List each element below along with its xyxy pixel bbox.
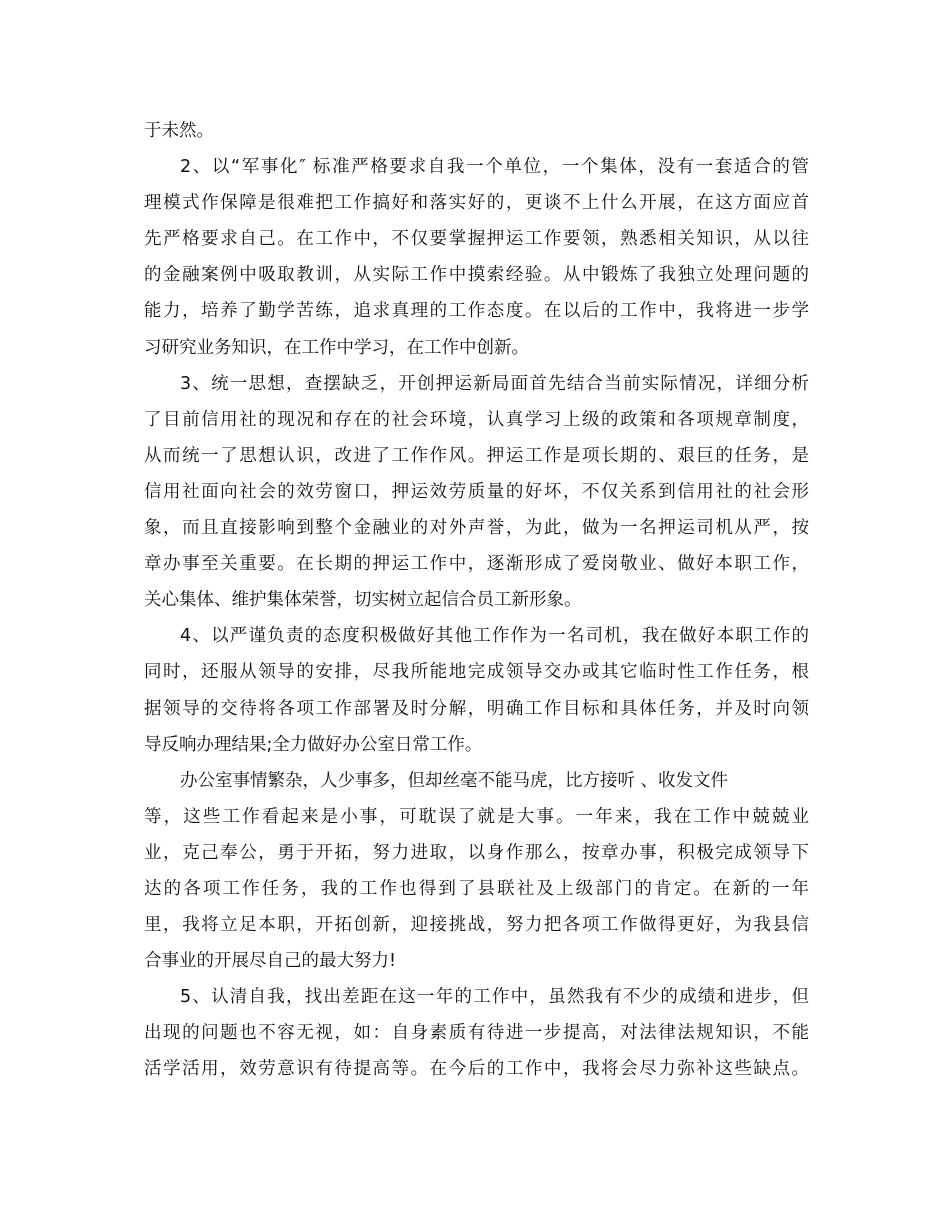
text-line-19: 办公室事情繁杂，人少事多，但却丝毫不能马虎，比方接听 、收发文件	[180, 770, 729, 791]
text-line-10: 从而统一了思想认识，改进了工作作风。押运工作是项长期的、艰巨的任务，是	[144, 445, 809, 466]
text-line-18: 导反响办理结果;全力做好办公室日常工作。	[144, 734, 483, 755]
text-line-9: 了目前信用社的现况和存在的社会环境，认真学习上级的政策和各项规章制度，	[144, 409, 809, 430]
text-line-7: 习研究业务知识，在工作中学习，在工作中创新。	[144, 337, 529, 358]
text-line-24: 合事业的开展尽自己的最大努力!	[144, 951, 397, 972]
text-line-11: 信用社面向社会的效劳窗口，押运效劳质量的好坏，不仅关系到信用社的社会形	[144, 481, 809, 502]
text-line-21: 业，克己奉公，勇于开拓，努力进取，以身作那么，按章办事，积极完成领导下	[144, 842, 809, 863]
text-line-6: 能力，培养了勤学苦练，追求真理的工作态度。在以后的工作中，我将进一步学	[144, 301, 809, 322]
document-body	[144, 113, 809, 1088]
text-line-14: 关心集体、维护集体荣誉，切实树立起信合员工新形象。	[144, 590, 582, 611]
text-line-16: 同时，还服从领导的安排，尽我所能地完成领导交办或其它临时性工作任务，根	[144, 662, 809, 683]
text-line-17: 据领导的交待将各项工作部署及时分解，明确工作目标和具体任务，并及时向领	[144, 698, 809, 719]
text-line-20: 等，这些工作看起来是小事，可耽误了就是大事。一年来，我在工作中兢兢业	[144, 806, 809, 827]
text-line-8: 3、统一思想，查摆缺乏，开创押运新局面首先结合当前实际情况，详细分析	[180, 373, 809, 394]
text-line-27: 活学活用，效劳意识有待提高等。在今后的工作中，我将会尽力弥补这些缺点。	[144, 1059, 809, 1080]
text-line-3: 理模式作保障是很难把工作搞好和落实好的，更谈不上什么开展，在这方面应首	[144, 193, 809, 214]
text-line-15: 4、以严谨负责的态度积极做好其他工作作为一名司机，我在做好本职工作的	[180, 626, 809, 647]
text-line-5: 的金融案例中吸取教训，从实际工作中摸索经验。从中锻炼了我独立处理问题的	[144, 265, 809, 286]
text-line-1: 于未然。	[144, 121, 214, 141]
text-line-23: 里，我将立足本职，开拓创新，迎接挑战，努力把各项工作做得更好，为我县信	[144, 915, 809, 936]
text-line-22: 达的各项工作任务，我的工作也得到了县联社及上级部门的肯定。在新的一年	[144, 878, 809, 899]
text-line-2: 2、以“军事化″ 标准严格要求自我一个单位，一个集体，没有一套适合的管	[180, 157, 809, 178]
text-line-12: 象，而且直接影响到整个金融业的对外声誉，为此，做为一名押运司机从严，按	[144, 518, 809, 539]
text-line-13: 章办事至关重要。在长期的押运工作中，逐渐形成了爱岗敬业、做好本职工作，	[144, 554, 809, 575]
text-line-4: 先严格要求自己。在工作中，不仅要掌握押运工作要领，熟悉相关知识，从以往	[144, 229, 809, 250]
text-line-26: 出现的问题也不容无视，如：自身素质有待进一步提高，对法律法规知识，不能	[144, 1023, 809, 1044]
text-line-25: 5、认清自我，找出差距在这一年的工作中，虽然我有不少的成绩和进步，但	[180, 987, 809, 1008]
